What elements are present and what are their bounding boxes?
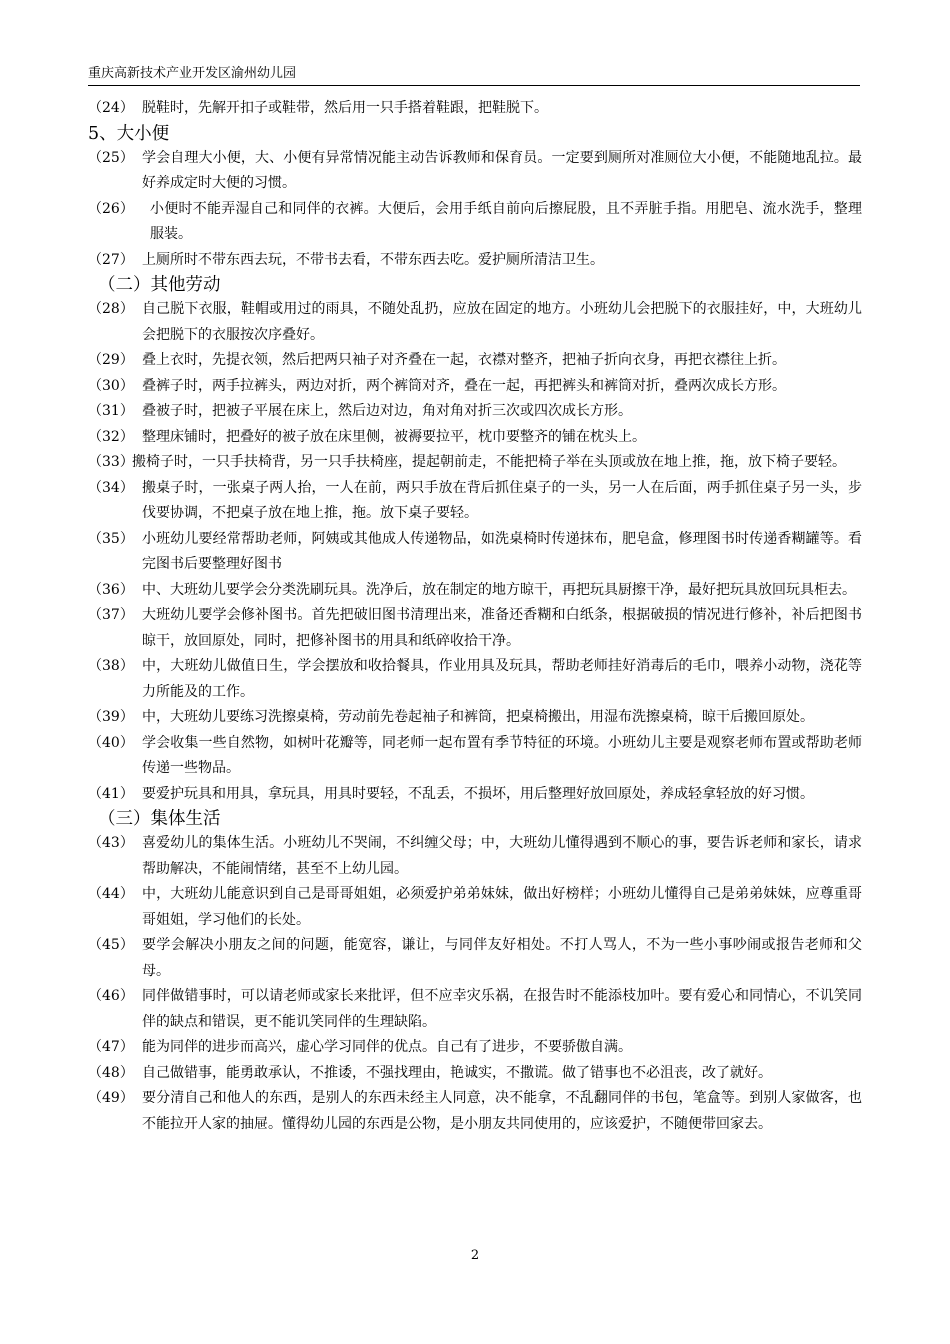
list-item (88, 705, 862, 731)
item-number: （45） (88, 937, 134, 953)
item-text: 能为同伴的进步而高兴，虚心学习同伴的优点。自己有了进步，不要骄傲自满。 (142, 1039, 632, 1055)
list-item (88, 297, 862, 348)
item-number: （43） (88, 835, 134, 851)
item-text: 中，大班幼儿做值日生，学会摆放和收拾餐具，作业用具及玩具，帮助老师挂好消毒后的毛巾，喂养小动物，浇花等力所能及的工作。 (142, 658, 862, 700)
item-text: 中，大班幼儿能意识到自己是哥哥姐姐，必须爱护弟弟妹妹，做出好榜样；小班幼儿懂得自己是弟弟妹妹，应尊重哥哥姐姐，学习他们的长处。 (142, 886, 862, 928)
item-number: （35） (88, 530, 134, 547)
document-body (88, 96, 862, 1137)
item-number: （30） (88, 377, 134, 394)
item-number: （48） (88, 1064, 134, 1081)
item-number: （31） (88, 403, 134, 419)
list-item (88, 146, 862, 197)
item-text: 学会收集一些自然物，如树叶花瓣等，同老师一起布置有季节特征的环境。小班幼儿主要是观察老师布置或帮助老师传递一些物品。 (142, 734, 862, 776)
list-item (88, 654, 862, 705)
item-text: 搬椅子时，一只手扶椅背，另一只手扶椅座，提起朝前走，不能把椅子举在头顶或放在地上推，拖，放下椅子要轻。 (132, 454, 846, 470)
item-text: 大班幼儿要学会修补图书。首先把破旧图书清理出来，准备还香糊和白纸条，根据破损的情况进行修补，补后把图书晾干，放回原处，同时，把修补图书的用具和纸碎收拾干净。 (142, 607, 862, 649)
item-text: 整理床铺时，把叠好的被子放在床里侧，被褥要拉平，枕巾要整齐的铺在枕头上。 (142, 428, 646, 445)
item-number: （24） (88, 100, 134, 116)
list-item (88, 374, 862, 400)
list-item (88, 831, 862, 882)
list-item (88, 578, 862, 604)
item-number: （38） (88, 658, 134, 674)
list-item (88, 248, 862, 274)
item-text: 自己做错事，能勇敢承认，不推诿，不强找理由，艳诚实，不撒谎。做了错事也不必沮丧，改了就好。 (142, 1064, 772, 1081)
item-text: 小便时不能弄湿自己和同伴的衣裤。大便后，会用手纸自前向后擦屁股，且不弄脏手指。用肥皂、流水洗手，整理服装。 (150, 200, 862, 242)
item-text: 脱鞋时，先解开扣子或鞋带，然后用一只手搭着鞋跟，把鞋脱下。 (142, 100, 548, 116)
item-text: 小班幼儿要经常帮助老师，阿姨或其他成人传递物品，如洗桌椅时传递抹布，肥皂盒，修理图书时传递香糊罐等。看完图书后要整理好图书 (142, 530, 862, 572)
item-number: （40） (88, 734, 134, 751)
list-item (88, 984, 862, 1035)
item-text: 喜爱幼儿的集体生活。小班幼儿不哭闹，不纠缠父母；中，大班幼儿懂得遇到不顺心的事，要告诉老师和家长，请求帮助解决，不能闹情绪，甚至不上幼儿园。 (142, 835, 862, 877)
item-text: 叠裤子时，两手拉裤头，两边对折，两个裤筒对齐，叠在一起，再把裤头和裤筒对折，叠两次成长方形。 (142, 377, 786, 394)
page-number: 2 (470, 1248, 480, 1263)
item-text: 要分清自己和他人的东西，是别人的东西未经主人同意，决不能拿，不乱翻同伴的书包，笔盒等。到别人家做客，也不能拉开人家的抽屉。懂得幼儿园的东西是公物，是小朋友共同使用的，应该爱护，不随便带回家去。 (142, 1090, 862, 1132)
item-number: （39） (88, 709, 134, 725)
item-text: 叠上衣时，先提衣领，然后把两只袖子对齐叠在一起，衣襟对整齐，把袖子折向衣身，再把衣襟往上折。 (142, 352, 786, 368)
list-item (88, 450, 862, 476)
section-heading-group-life: （三）集体生活 (98, 809, 221, 829)
list-item (88, 1061, 862, 1087)
item-number: （37） (88, 607, 134, 623)
item-text: 中，大班幼儿要练习洗擦桌椅，劳动前先卷起袖子和裤筒，把桌椅搬出，用湿布洗擦桌椅，晾干后搬回原处。 (142, 709, 814, 725)
item-text: 上厕所时不带东西去玩，不带书去看，不带东西去吃。爱护厕所清洁卫生。 (142, 251, 604, 268)
item-number: （25） (88, 149, 134, 166)
section-heading-other-labor: （二）其他劳动 (98, 275, 221, 295)
list-item (88, 1035, 862, 1061)
list-item (88, 476, 862, 527)
section-heading-toilet: 5、大小便 (88, 123, 170, 144)
item-number: （46） (88, 988, 134, 1004)
item-number: （32） (88, 428, 134, 445)
item-text: 要学会解决小朋友之间的问题，能宽容，谦让，与同伴友好相处。不打人骂人，不为一些小事吵闹或报告老师和父母。 (142, 937, 862, 979)
page-header (88, 64, 860, 86)
item-number: （36） (88, 581, 134, 598)
list-item (88, 782, 862, 808)
item-text: 叠被子时，把被子平展在床上，然后边对边，角对角对折三次或四次成长方形。 (142, 403, 632, 419)
list-item (88, 399, 862, 425)
item-number: （44） (88, 886, 134, 902)
header-org: 重庆高新技术产业开发区渝州幼儿园 (88, 66, 297, 81)
item-text: 自己脱下衣服，鞋帽或用过的雨具，不随处乱扔，应放在固定的地方。小班幼儿会把脱下的衣服挂好，中，大班幼儿会把脱下的衣服按次序叠好。 (142, 301, 862, 343)
item-text: 中、大班幼儿要学会分类洗刷玩具。洗净后，放在制定的地方晾干，再把玩具厨擦干净，最好把玩具放回玩具柜去。 (142, 581, 856, 598)
item-number: （28） (88, 301, 134, 317)
item-number: （41） (88, 785, 134, 802)
list-item (88, 348, 862, 374)
item-number: （27） (88, 251, 134, 268)
list-item (88, 96, 862, 122)
item-text: 同伴做错事时，可以请老师或家长来批评，但不应幸灾乐祸，在报告时不能添枝加叶。要有爱心和同情心，不讥笑同伴的缺点和错误，更不能讥笑同伴的生理缺陷。 (142, 988, 862, 1030)
list-item (88, 197, 862, 248)
item-number: （49） (88, 1090, 134, 1106)
item-number: （26） (88, 200, 134, 217)
item-number: （29） (88, 352, 134, 368)
list-item (88, 425, 862, 451)
list-item (88, 882, 862, 933)
list-item (88, 527, 862, 578)
item-number: （33） (88, 454, 134, 470)
list-item (88, 603, 862, 654)
item-text: 学会自理大小便，大、小便有异常情况能主动告诉教师和保育员。一定要到厕所对准厕位大小便，不能随地乱拉。最好养成定时大便的习惯。 (142, 149, 862, 191)
item-number: （34） (88, 479, 134, 496)
list-item (88, 1086, 862, 1137)
list-item (88, 731, 862, 782)
list-item (88, 933, 862, 984)
item-number: （47） (88, 1039, 134, 1055)
item-text: 搬桌子时，一张桌子两人抬，一人在前，两只手放在背后抓住桌子的一头，另一人在后面，两手抓住桌子另一头，步伐要协调，不把桌子放在地上推，拖。放下桌子要轻。 (142, 479, 862, 521)
item-text: 要爱护玩具和用具，拿玩具，用具时要轻，不乱丢，不损坏，用后整理好放回原处，养成轻拿轻放的好习惯。 (142, 785, 814, 802)
